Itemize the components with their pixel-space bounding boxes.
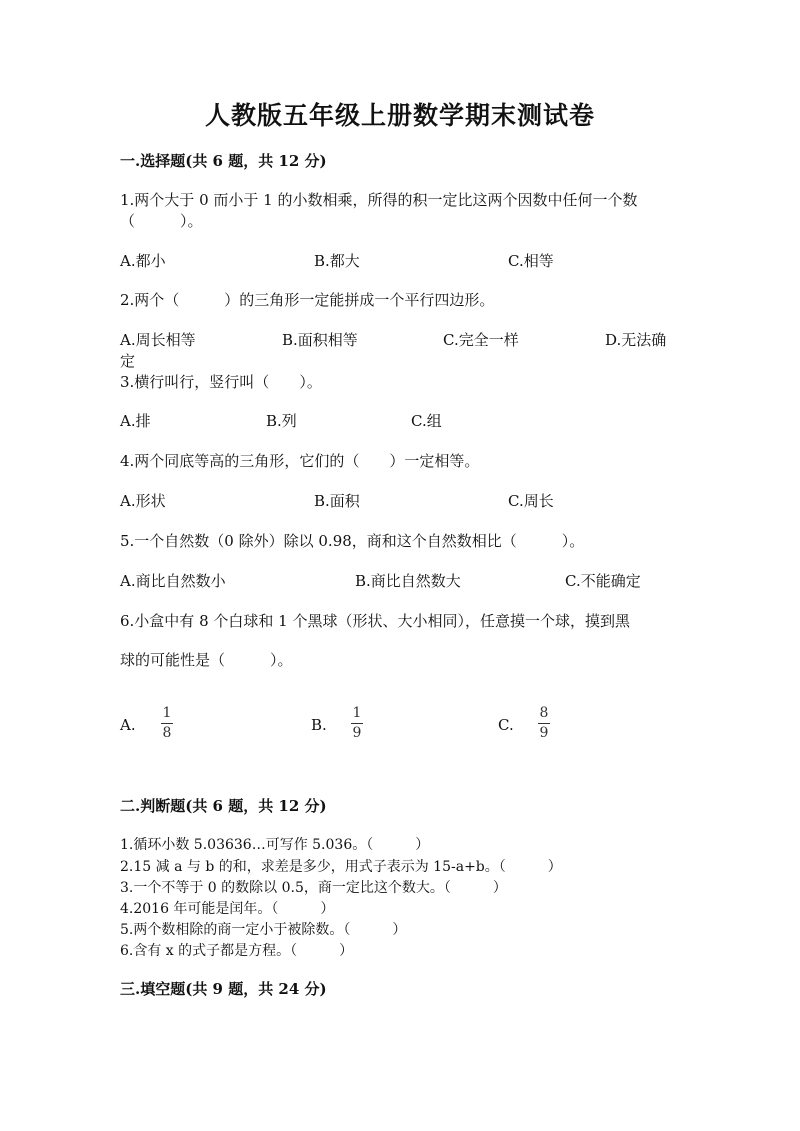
section-3-heading: 三.填空题(共 9 题，共 24 分) [120,980,327,998]
question-6-option-c-fraction [538,706,550,741]
question-2-option-d-wrap: 定 [120,352,136,370]
fraction-bar [538,723,550,724]
question-6-option-a-label: A. [120,716,136,734]
question-4-option-a: A.形状 [120,492,166,510]
question-5-option-a: A.商比自然数小 [120,572,226,590]
judgment-item-1: 1.循环小数 5.03636…可写作 5.036。（ ） [120,837,430,853]
question-1-text-cont: （ ）。 [120,212,203,230]
question-5-option-b: B.商比自然数大 [355,572,461,590]
fraction-bar [161,723,173,724]
question-1-option-c: C.相等 [508,252,554,270]
question-3-option-c: C.组 [411,412,442,430]
page-title: 人教版五年级上册数学期末测试卷 [204,101,595,130]
question-6-text: 6.小盒中有 8 个白球和 1 个黑球（形状、大小相同），任意摸一个球，摸到黑 [120,612,630,630]
fraction-denominator: 8 [162,725,172,741]
question-3-option-a: A.排 [120,412,151,430]
question-6-option-b-label: B. [311,716,327,734]
question-4-option-c: C.周长 [508,492,554,510]
question-4-option-b: B.面积 [314,492,360,510]
section-2-heading: 二.判断题(共 6 题，共 12 分) [120,797,327,815]
judgment-item-6: 6.含有 x 的式子都是方程。（ ） [120,943,354,959]
question-5-text: 5.一个自然数（0 除外）除以 0.98，商和这个自然数相比（ ）。 [120,532,585,550]
fraction-numerator: 1 [352,705,362,721]
fraction-numerator: 1 [162,705,172,721]
question-4-text: 4.两个同底等高的三角形，它们的（ ）一定相等。 [120,452,480,470]
fraction-numerator: 8 [539,705,549,721]
question-3-option-b: B.列 [266,412,297,430]
question-6-option-c-label: C. [498,716,514,734]
question-6-text-cont: 球的可能性是（ ）。 [120,651,293,669]
question-6-option-a-fraction [161,706,173,741]
judgment-item-4: 4.2016 年可能是闰年。（ ） [120,901,335,917]
question-1-option-b: B.都大 [314,252,360,270]
question-2-option-c: C.完全一样 [443,331,519,349]
judgment-item-3: 3.一个不等于 0 的数除以 0.5，商一定比这个数大。（ ） [120,880,507,896]
fraction-denominator: 9 [539,725,549,741]
judgment-item-5: 5.两个数相除的商一定小于被除数。（ ） [120,922,407,938]
question-1-option-a: A.都小 [120,252,166,270]
question-6-option-b-fraction [351,706,363,741]
question-2-option-a: A.周长相等 [120,331,196,349]
question-2-option-d: D.无法确 [605,331,667,349]
question-2-option-b: B.面积相等 [282,331,358,349]
question-2-text: 2.两个（ ）的三角形一定能拼成一个平行四边形。 [120,291,495,309]
judgment-item-2: 2.15 减 a 与 b 的和，求差是多少，用式子表示为 15-a+b。（ ） [120,859,562,875]
section-1-heading: 一.选择题(共 6 题，共 12 分) [120,152,327,170]
fraction-bar [351,723,363,724]
question-1-text: 1.两个大于 0 而小于 1 的小数相乘，所得的积一定比这两个因数中任何一个数 [120,191,638,209]
fraction-denominator: 9 [352,725,362,741]
question-3-text: 3.横行叫行，竖行叫（ ）。 [120,373,322,391]
question-5-option-c: C.不能确定 [565,572,641,590]
